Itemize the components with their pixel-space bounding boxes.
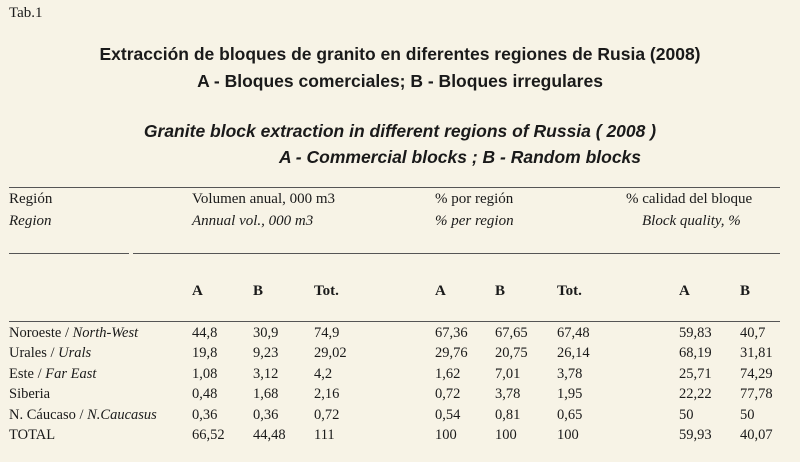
title-english: Granite block extraction in different regions of Russia ( 2008 ): [143, 121, 657, 141]
cell-volume-total: 111: [314, 427, 335, 443]
cell-percent-b: 20,75: [495, 345, 528, 362]
region-name-es: TOTAL: [9, 427, 56, 443]
cell-quality-b: 40,7: [740, 325, 766, 341]
subtitle-english: A - Commercial blocks ; B - Random blocks: [278, 147, 642, 167]
title-spanish: Extracción de bloques de granito en diferentes regiones de Rusia (2008): [99, 44, 701, 64]
cell-percent-a: 29,76: [435, 345, 468, 362]
row-region-label: [9, 366, 96, 383]
cell-percent-total: 0,65: [557, 406, 583, 423]
cell-volume-b: 1,68: [253, 386, 279, 403]
cell-volume-a: 0,36: [192, 406, 218, 423]
cell-quality-a: 68,19: [679, 345, 712, 362]
region-name-es: Este /: [9, 365, 46, 382]
cell-percent-b: 7,01: [495, 365, 521, 382]
cell-volume-a: 0,48: [192, 386, 218, 403]
cell-volume-b: 3,12: [253, 365, 279, 382]
cell-percent-a: 100: [435, 427, 457, 443]
header-percent-es: % por región: [435, 191, 514, 207]
header-region-es: Región: [9, 191, 53, 207]
cell-volume-b: 44,48: [253, 427, 286, 443]
cell-quality-a: 59,93: [679, 427, 712, 443]
cell-volume-b: 9,23: [253, 345, 279, 362]
row-region-label: [9, 386, 50, 403]
row-region-label: [9, 325, 138, 342]
subheader-quality-b: B: [740, 283, 751, 299]
row-region-label: [9, 427, 55, 444]
cell-volume-a: 66,52: [192, 427, 225, 443]
cell-quality-a: 59,83: [679, 325, 712, 341]
cell-percent-total: 3,78: [557, 365, 583, 382]
row-region-label: [9, 345, 91, 362]
subheader-volume-a: A: [192, 283, 203, 299]
cell-volume-b: 0,36: [253, 406, 279, 423]
table-number-label: Tab.1: [9, 5, 43, 21]
region-name-en: Far East: [45, 365, 97, 382]
cell-quality-a: 50: [679, 406, 694, 423]
top-rule: [9, 187, 780, 188]
subheader-percent-total: Tot.: [557, 283, 582, 299]
cell-percent-a: 1,62: [435, 365, 461, 382]
cell-quality-b: 50: [740, 406, 755, 423]
header-volume-es: Volumen anual, 000 m3: [192, 191, 336, 207]
region-name-es: Noroeste /: [9, 325, 73, 341]
cell-quality-b: 40,07: [740, 427, 773, 443]
cell-quality-a: 22,22: [679, 386, 712, 403]
cell-volume-b: 30,9: [253, 325, 279, 341]
cell-percent-b: 0,81: [495, 406, 521, 423]
cell-volume-total: 4,2: [314, 365, 333, 382]
cell-percent-total: 1,95: [557, 386, 583, 403]
subheader-percent-b: B: [495, 283, 506, 299]
header-rule: [133, 253, 780, 254]
cell-quality-b: 31,81: [740, 345, 773, 362]
cell-percent-total: 26,14: [557, 345, 590, 362]
region-name-es: Siberia: [9, 386, 51, 403]
cell-volume-total: 0,72: [314, 406, 340, 423]
region-name-es: Urales /: [9, 345, 59, 362]
row-region-label: [9, 407, 157, 424]
header-volume-en: Annual vol., 000 m3: [192, 213, 314, 229]
cell-percent-total: 100: [557, 427, 579, 443]
header-region-en: Region: [9, 213, 52, 229]
subtitle-spanish: A - Bloques comerciales; B - Bloques irregulares: [197, 71, 603, 91]
cell-percent-b: 3,78: [495, 386, 521, 403]
cell-percent-total: 67,48: [557, 325, 590, 341]
cell-percent-a: 0,72: [435, 386, 461, 403]
body-rule: [9, 321, 780, 322]
subheader-quality-a: A: [679, 283, 690, 299]
header-percent-en: % per region: [435, 213, 514, 229]
cell-volume-total: 74,9: [314, 325, 340, 341]
cell-quality-b: 74,29: [740, 365, 773, 382]
cell-quality-b: 77,78: [740, 386, 773, 403]
region-name-en: Urals: [58, 345, 92, 362]
cell-volume-a: 19,8: [192, 345, 218, 362]
cell-volume-total: 29,02: [314, 345, 347, 362]
cell-percent-a: 0,54: [435, 406, 461, 423]
header-quality-es: % calidad del bloque: [626, 191, 753, 207]
region-name-es: N. Cáucaso /: [9, 406, 88, 423]
subheader-volume-total: Tot.: [314, 283, 339, 299]
region-rule: [9, 253, 129, 254]
subheader-volume-b: B: [253, 283, 264, 299]
region-name-en: N.Caucasus: [87, 406, 157, 423]
subheader-percent-a: A: [435, 283, 446, 299]
cell-percent-a: 67,36: [435, 325, 468, 341]
cell-volume-a: 1,08: [192, 365, 218, 382]
cell-volume-a: 44,8: [192, 325, 218, 341]
region-name-en: North-West: [72, 325, 139, 341]
cell-volume-total: 2,16: [314, 386, 340, 403]
header-quality-en: Block quality, %: [642, 213, 741, 229]
cell-percent-b: 67,65: [495, 325, 528, 341]
cell-percent-b: 100: [495, 427, 517, 443]
cell-quality-a: 25,71: [679, 365, 712, 382]
